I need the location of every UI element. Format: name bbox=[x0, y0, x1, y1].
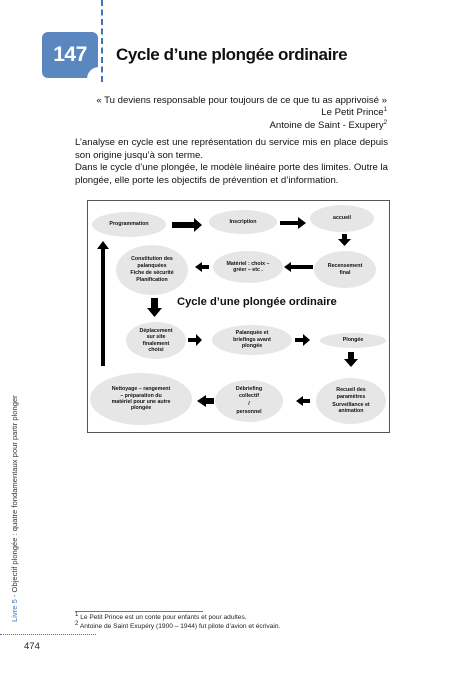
page-title: Cycle d’une plongée ordinaire bbox=[116, 45, 348, 64]
footnote-2: $^2$ Antoine de Saint Exupéry (1900 – 1944) fut pilote d’avion et écrivain. bbox=[75, 620, 281, 630]
sidebar-level: Livre 5 - bbox=[10, 594, 19, 622]
node-recensement: Recensement final bbox=[314, 251, 376, 288]
node-plongee: Plongée bbox=[320, 333, 386, 348]
footnote-ref-1: 1 bbox=[383, 107, 387, 114]
arrow-left-icon bbox=[296, 396, 310, 406]
page-number-divider bbox=[0, 634, 96, 635]
body-text bbox=[75, 137, 388, 187]
node-nettoyage: Nettoyage – rangement – préparation du matériel pour une autre plongée bbox=[90, 373, 192, 425]
node-deplacement: Déplacement sur site finalement choisi bbox=[126, 322, 186, 359]
paragraph-2: Dans le cycle d’une plongée, le modèle linéaire porte des limites. Outre la plongée, elle porte les objectifs de prévention et d’information. bbox=[75, 162, 388, 186]
node-accueil: accueil bbox=[310, 205, 374, 232]
arrow-left-icon bbox=[197, 395, 214, 407]
quote-source-2: Antoine de Saint - Exupery bbox=[269, 119, 384, 131]
quote-source-1: Le Petit Prince bbox=[321, 107, 384, 119]
node-palanquee: Palanquée et briefings avant plongée bbox=[212, 325, 292, 355]
sidebar-title: Objectif plongée : quatre fondamentaux pour partir plonger bbox=[10, 395, 19, 593]
footnote-separator bbox=[75, 611, 203, 612]
quote-text: « Tu deviens responsable pour toujours de ce que tu as apprivoisé » bbox=[96, 95, 387, 106]
arrow-left-icon bbox=[195, 262, 209, 272]
sidebar-running-title bbox=[10, 395, 19, 622]
arrow-up-icon bbox=[97, 241, 109, 366]
arrow-down-icon bbox=[147, 298, 162, 317]
node-debriefing: Débriefing collectif / personnel bbox=[215, 380, 283, 422]
node-materiel: Matériel : choix – gréer – etc . bbox=[213, 251, 283, 283]
guide-dashed-line bbox=[101, 0, 103, 82]
diagram-title: Cycle d’une plongée ordinaire bbox=[177, 296, 337, 308]
footnote-ref-2: 2 bbox=[383, 119, 387, 126]
epigraph-quote bbox=[96, 95, 387, 132]
paragraph-1: L’analyse en cycle est une représentation du service mis en place depuis son origine jusqu’à son terme. bbox=[75, 137, 388, 161]
arrow-left-icon bbox=[284, 262, 313, 272]
node-constitution: Constitution des palanquées Fiche de sécurité Planification bbox=[116, 245, 188, 295]
node-recueil: Recueil des paramètres Surveillance et animation bbox=[316, 378, 386, 424]
footnote-1: $^1$ Le Petit Prince est un conte pour enfants et pour adultes. bbox=[75, 611, 247, 621]
arrow-right-icon bbox=[188, 334, 202, 346]
arrow-right-icon bbox=[172, 218, 202, 232]
node-programmation: Programmation bbox=[92, 212, 166, 237]
arrow-right-icon bbox=[295, 334, 310, 346]
arrow-down-icon bbox=[344, 352, 358, 367]
cycle-diagram bbox=[87, 200, 390, 433]
chapter-number: 147 bbox=[53, 43, 87, 66]
chapter-number-badge bbox=[42, 32, 98, 78]
arrow-down-icon bbox=[338, 234, 351, 246]
node-inscription: Inscription bbox=[209, 210, 277, 234]
arrow-right-icon bbox=[280, 217, 306, 229]
footnotes bbox=[75, 611, 281, 632]
page-number: 474 bbox=[24, 641, 40, 652]
